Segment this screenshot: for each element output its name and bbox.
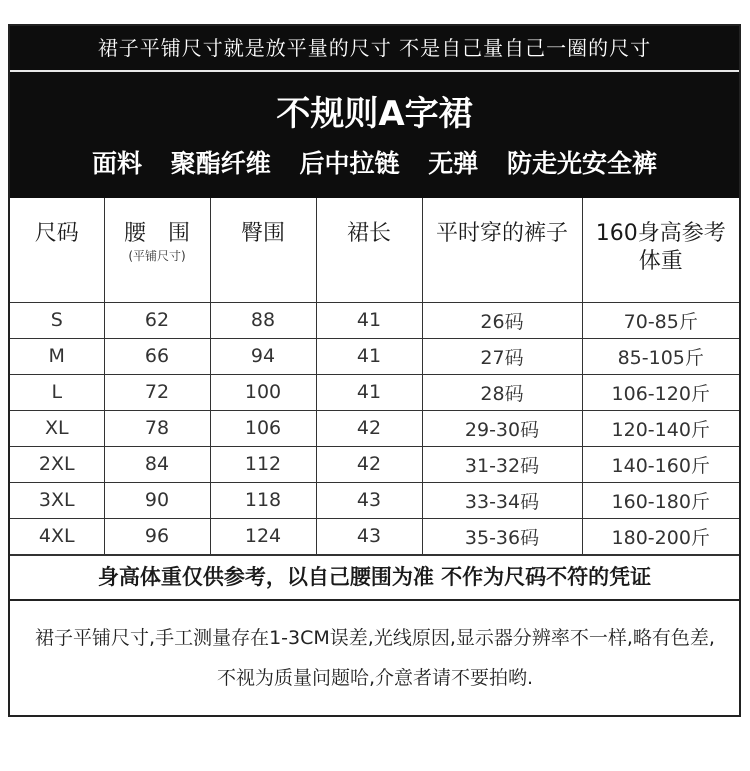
size-chart (8, 24, 741, 717)
cell-waist: 84 (104, 446, 210, 482)
cell-hip: 100 (210, 374, 316, 410)
fabric-zipper: 后中拉链 (299, 149, 400, 178)
cell-pants-size: 26码 (422, 302, 582, 338)
cell-weight: 140-160斤 (582, 446, 739, 482)
header-hip: 臀围 (210, 198, 316, 302)
cell-waist: 90 (104, 482, 210, 518)
fabric-material: 聚酯纤维 (170, 149, 271, 178)
cell-size: 4XL (10, 518, 104, 554)
cell-waist: 96 (104, 518, 210, 554)
cell-weight: 106-120斤 (582, 374, 739, 410)
fabric-stretch: 无弹 (428, 149, 479, 178)
header-length: 裙长 (316, 198, 422, 302)
table-row (10, 374, 739, 410)
header-waist-sub: (平铺尺寸) (128, 249, 186, 263)
cell-hip: 106 (210, 410, 316, 446)
cell-length: 41 (316, 338, 422, 374)
cell-hip: 94 (210, 338, 316, 374)
fabric-safety-shorts: 防走光安全裤 (506, 149, 657, 178)
cell-pants-size: 29-30码 (422, 410, 582, 446)
cell-length: 42 (316, 446, 422, 482)
header-weight: 160身高参考体重 (582, 198, 739, 302)
table-header-row (10, 198, 739, 302)
size-table (10, 198, 739, 555)
cell-hip: 88 (210, 302, 316, 338)
cell-length: 43 (316, 518, 422, 554)
cell-pants-size: 35-36码 (422, 518, 582, 554)
cell-hip: 112 (210, 446, 316, 482)
cell-size: 2XL (10, 446, 104, 482)
header-banner (10, 26, 739, 198)
header-pants-size: 平时穿的裤子 (422, 198, 582, 302)
cell-weight: 85-105斤 (582, 338, 739, 374)
cell-length: 41 (316, 374, 422, 410)
header-size: 尺码 (10, 198, 104, 302)
cell-waist: 62 (104, 302, 210, 338)
cell-pants-size: 33-34码 (422, 482, 582, 518)
cell-size: S (10, 302, 104, 338)
cell-pants-size: 28码 (422, 374, 582, 410)
cell-weight: 120-140斤 (582, 410, 739, 446)
disclaimer: 身高体重仅供参考，以自己腰围为准 不作为尺码不符的凭证 (10, 555, 739, 601)
product-title: 不规则A字裙 (276, 94, 473, 134)
cell-pants-size: 27码 (422, 338, 582, 374)
cell-hip: 118 (210, 482, 316, 518)
cell-weight: 160-180斤 (582, 482, 739, 518)
table-row (10, 518, 739, 554)
cell-hip: 124 (210, 518, 316, 554)
cell-pants-size: 31-32码 (422, 446, 582, 482)
cell-size: 3XL (10, 482, 104, 518)
cell-length: 42 (316, 410, 422, 446)
table-row (10, 482, 739, 518)
cell-size: L (10, 374, 104, 410)
fabric-info (10, 144, 739, 180)
header-waist: 腰 围 (平铺尺寸) (104, 198, 210, 302)
cell-waist: 66 (104, 338, 210, 374)
table-row (10, 302, 739, 338)
cell-size: M (10, 338, 104, 374)
fabric-label: 面料 (92, 149, 143, 178)
table-row (10, 446, 739, 482)
measurement-note: 裙子平铺尺寸就是放平量的尺寸 不是自己量自己一圈的尺寸 (97, 36, 652, 60)
cell-length: 41 (316, 302, 422, 338)
cell-size: XL (10, 410, 104, 446)
table-row (10, 338, 739, 374)
cell-waist: 72 (104, 374, 210, 410)
cell-waist: 78 (104, 410, 210, 446)
footnote: 裙子平铺尺寸,手工测量存在1-3CM误差,光线原因,显示器分辨率不一样,略有色差,不视为质量问题哈,介意者请不要拍哟. (35, 627, 715, 689)
cell-length: 43 (316, 482, 422, 518)
cell-weight: 180-200斤 (582, 518, 739, 554)
cell-weight: 70-85斤 (582, 302, 739, 338)
header-divider (10, 70, 739, 72)
table-row (10, 410, 739, 446)
